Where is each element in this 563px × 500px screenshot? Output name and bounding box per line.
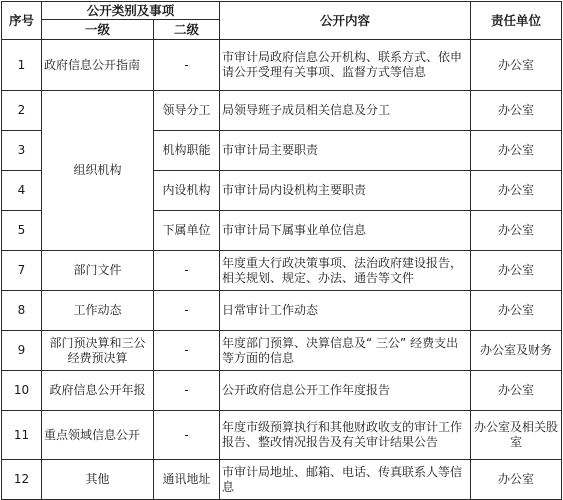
cell-seq: 7 bbox=[2, 251, 42, 291]
cell-seq: 10 bbox=[2, 371, 42, 411]
cell-seq: 4 bbox=[2, 171, 42, 211]
cell-content: 公开政府信息公开工作年度报告 bbox=[220, 371, 471, 411]
cell-level1: 政府信息公开指南 bbox=[42, 40, 154, 91]
cell-seq: 5 bbox=[2, 211, 42, 251]
cell-unit: 办公室及财务 bbox=[471, 331, 562, 371]
table-row bbox=[2, 251, 562, 291]
cell-seq: 3 bbox=[2, 131, 42, 171]
cell-seq: 2 bbox=[2, 91, 42, 131]
cell-level2: - bbox=[154, 291, 220, 331]
cell-unit: 办公室 bbox=[471, 371, 562, 411]
header-row bbox=[2, 2, 562, 20]
cell-level2: - bbox=[154, 331, 220, 371]
cell-content: 市审计局地址、邮箱、电话、传真联系人等信息 bbox=[220, 460, 471, 500]
cell-seq: 9 bbox=[2, 331, 42, 371]
header-level1: 一级 bbox=[42, 20, 154, 40]
table-row bbox=[2, 91, 562, 131]
table-row bbox=[2, 291, 562, 331]
cell-unit: 办公室 bbox=[471, 211, 562, 251]
cell-unit: 办公室 bbox=[471, 91, 562, 131]
cell-unit: 办公室 bbox=[471, 291, 562, 331]
cell-content: 年度部门预算、决算信息及“ 三公” 经费支出等方面的信息 bbox=[220, 331, 471, 371]
cell-level1-merged: 组织机构 bbox=[42, 91, 154, 251]
cell-content: 日常审计工作动态 bbox=[220, 291, 471, 331]
cell-content: 年度市级预算执行和其他财政收支的审计工作报告、整改情况报告及有关审计结果公告 bbox=[220, 411, 471, 460]
header-seq: 序号 bbox=[2, 2, 42, 40]
cell-seq: 1 bbox=[2, 40, 42, 91]
cell-content: 市审计局内设机构主要职责 bbox=[220, 171, 471, 211]
table-row bbox=[2, 40, 562, 91]
cell-level2: 内设机构 bbox=[154, 171, 220, 211]
cell-content: 年度重大行政决策事项、法治政府建设报告，相关规划、规定、办法、通告等文件 bbox=[220, 251, 471, 291]
cell-level2: - bbox=[154, 371, 220, 411]
header-level2: 二级 bbox=[154, 20, 220, 40]
cell-level1: 其他 bbox=[42, 460, 154, 500]
cell-unit: 办公室 bbox=[471, 171, 562, 211]
table-row bbox=[2, 331, 562, 371]
cell-unit: 办公室 bbox=[471, 40, 562, 91]
cell-level1: 部门预决算和三公经费预决算 bbox=[42, 331, 154, 371]
cell-level2: 领导分工 bbox=[154, 91, 220, 131]
cell-level1: 工作动态 bbox=[42, 291, 154, 331]
cell-level2: 通讯地址 bbox=[154, 460, 220, 500]
cell-level2: 机构职能 bbox=[154, 131, 220, 171]
cell-level1: 部门文件 bbox=[42, 251, 154, 291]
cell-unit: 办公室 bbox=[471, 251, 562, 291]
cell-level2: 下属单位 bbox=[154, 211, 220, 251]
cell-content: 市审计局主要职责 bbox=[220, 131, 471, 171]
cell-seq: 11 bbox=[2, 411, 42, 460]
cell-level2: - bbox=[154, 411, 220, 460]
table-row bbox=[2, 411, 562, 460]
cell-unit: 办公室及相关股室 bbox=[471, 411, 562, 460]
cell-unit: 办公室 bbox=[471, 460, 562, 500]
table-row bbox=[2, 460, 562, 500]
header-responsible: 责任单位 bbox=[471, 2, 562, 40]
header-category-group: 公开类别及事项 bbox=[42, 2, 220, 20]
cell-unit: 办公室 bbox=[471, 131, 562, 171]
header-content: 公开内容 bbox=[220, 2, 471, 40]
cell-level2: - bbox=[154, 40, 220, 91]
cell-content: 市审计局政府信息公开机构、联系方式、依申请公开受理有关事项、监督方式等信息 bbox=[220, 40, 471, 91]
cell-level1: 政府信息公开年报 bbox=[42, 371, 154, 411]
disclosure-table bbox=[1, 1, 562, 500]
cell-seq: 8 bbox=[2, 291, 42, 331]
cell-seq: 12 bbox=[2, 460, 42, 500]
cell-content: 局领导班子成员相关信息及分工 bbox=[220, 91, 471, 131]
cell-content: 市审计局下属事业单位信息 bbox=[220, 211, 471, 251]
table-row bbox=[2, 371, 562, 411]
cell-level2: - bbox=[154, 251, 220, 291]
cell-level1: 重点领域信息公开 bbox=[42, 411, 154, 460]
